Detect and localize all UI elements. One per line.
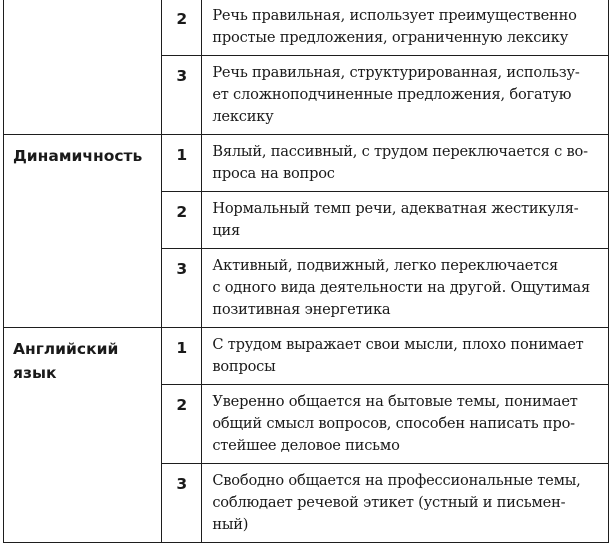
description-cell: Нормальный темп речи, адекватная жестикуля- ция	[202, 192, 609, 249]
description-cell: Речь правильная, структурированная, использу- ет сложноподчиненные предложения, богатую лексику	[202, 56, 609, 135]
description-cell: Свободно общается на профессиональные темы, соблюдает речевой этикет (устный и письмен- ный)	[202, 464, 609, 543]
level-cell: 1	[162, 328, 202, 385]
evaluation-criteria-table	[3, 0, 609, 543]
description-cell: Уверенно общается на бытовые темы, понимает общий смысл вопросов, способен написать про- стейшее деловое письмо	[202, 385, 609, 464]
description-cell: Вялый, пассивный, с трудом переключается с во- проса на вопрос	[202, 135, 609, 192]
level-cell: 2	[162, 0, 202, 56]
description-cell: Активный, подвижный, легко переключается с одного вида деятельности на другой. Ощутимая позитивная энергетика	[202, 249, 609, 328]
level-cell: 1	[162, 135, 202, 192]
criterion-cell-dynamism: Динамичность	[4, 135, 162, 328]
level-cell: 3	[162, 464, 202, 543]
table-row	[4, 135, 609, 192]
criterion-cell-english: Английский язык	[4, 328, 162, 543]
table-row	[4, 328, 609, 385]
table-row	[4, 0, 609, 56]
level-cell: 3	[162, 249, 202, 328]
criterion-cell-speech-continued	[4, 0, 162, 135]
description-cell: Речь правильная, использует преимущественно простые предложения, ограниченную лексику	[202, 0, 609, 56]
level-cell: 2	[162, 385, 202, 464]
level-cell: 3	[162, 56, 202, 135]
level-cell: 2	[162, 192, 202, 249]
description-cell: С трудом выражает свои мысли, плохо понимает вопросы	[202, 328, 609, 385]
